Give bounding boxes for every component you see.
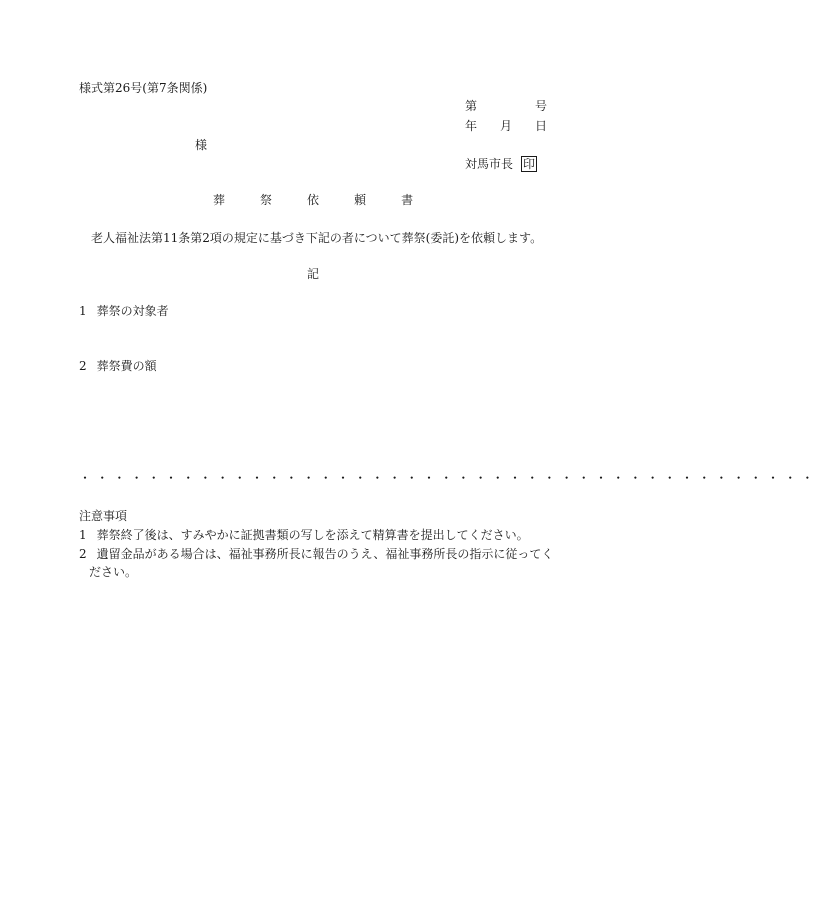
note-text: 遺留金品がある場合は、福祉事務所長に報告のうえ、福祉事務所長の指示に従ってく: [96, 547, 554, 561]
date-month-label: 月: [500, 119, 513, 133]
note-number: 2: [79, 547, 87, 561]
item-number: 2: [79, 359, 87, 373]
seal-mark: 印: [523, 157, 536, 171]
note-2-continuation: ださい。: [89, 565, 138, 579]
body-text: 老人福祉法第11条第2項の規定に基づき下記の者について葬祭(委託)を依頼します。: [91, 231, 543, 245]
date-day-label: 日: [535, 119, 548, 133]
notes-heading: 注意事項: [79, 509, 128, 523]
item-label: 葬祭の対象者: [96, 304, 169, 318]
issuer-block: [465, 156, 537, 172]
title-char: 依: [307, 193, 320, 207]
title-char: 書: [401, 193, 414, 207]
title-char: 頼: [354, 193, 367, 207]
date-year-label: 年: [465, 119, 478, 133]
ki-heading: 記: [307, 267, 320, 281]
item-1: [79, 305, 169, 317]
item-2: [79, 360, 157, 372]
title-char: 祭: [260, 193, 273, 207]
note-1: [79, 529, 529, 541]
document-title: [213, 194, 413, 206]
document-number-suffix: 号: [535, 99, 548, 113]
dotted-separator: ・・・・・・・・・・・・・・・・・・・・・・・・・・・・・・・・・・・・・・・・・・・: [79, 471, 819, 485]
addressee-suffix: 様: [195, 138, 208, 152]
item-label: 葬祭費の額: [96, 359, 157, 373]
item-number: 1: [79, 304, 87, 318]
form-number-label: 様式第26号(第7条関係): [79, 81, 208, 95]
note-text: 葬祭終了後は、すみやかに証拠書類の写しを添えて精算書を提出してください。: [96, 528, 529, 542]
document-number-prefix: 第: [465, 99, 478, 113]
note-2: [79, 548, 553, 560]
issuer-name: 対馬市長: [465, 157, 514, 171]
note-number: 1: [79, 528, 87, 542]
title-char: 葬: [213, 193, 226, 207]
